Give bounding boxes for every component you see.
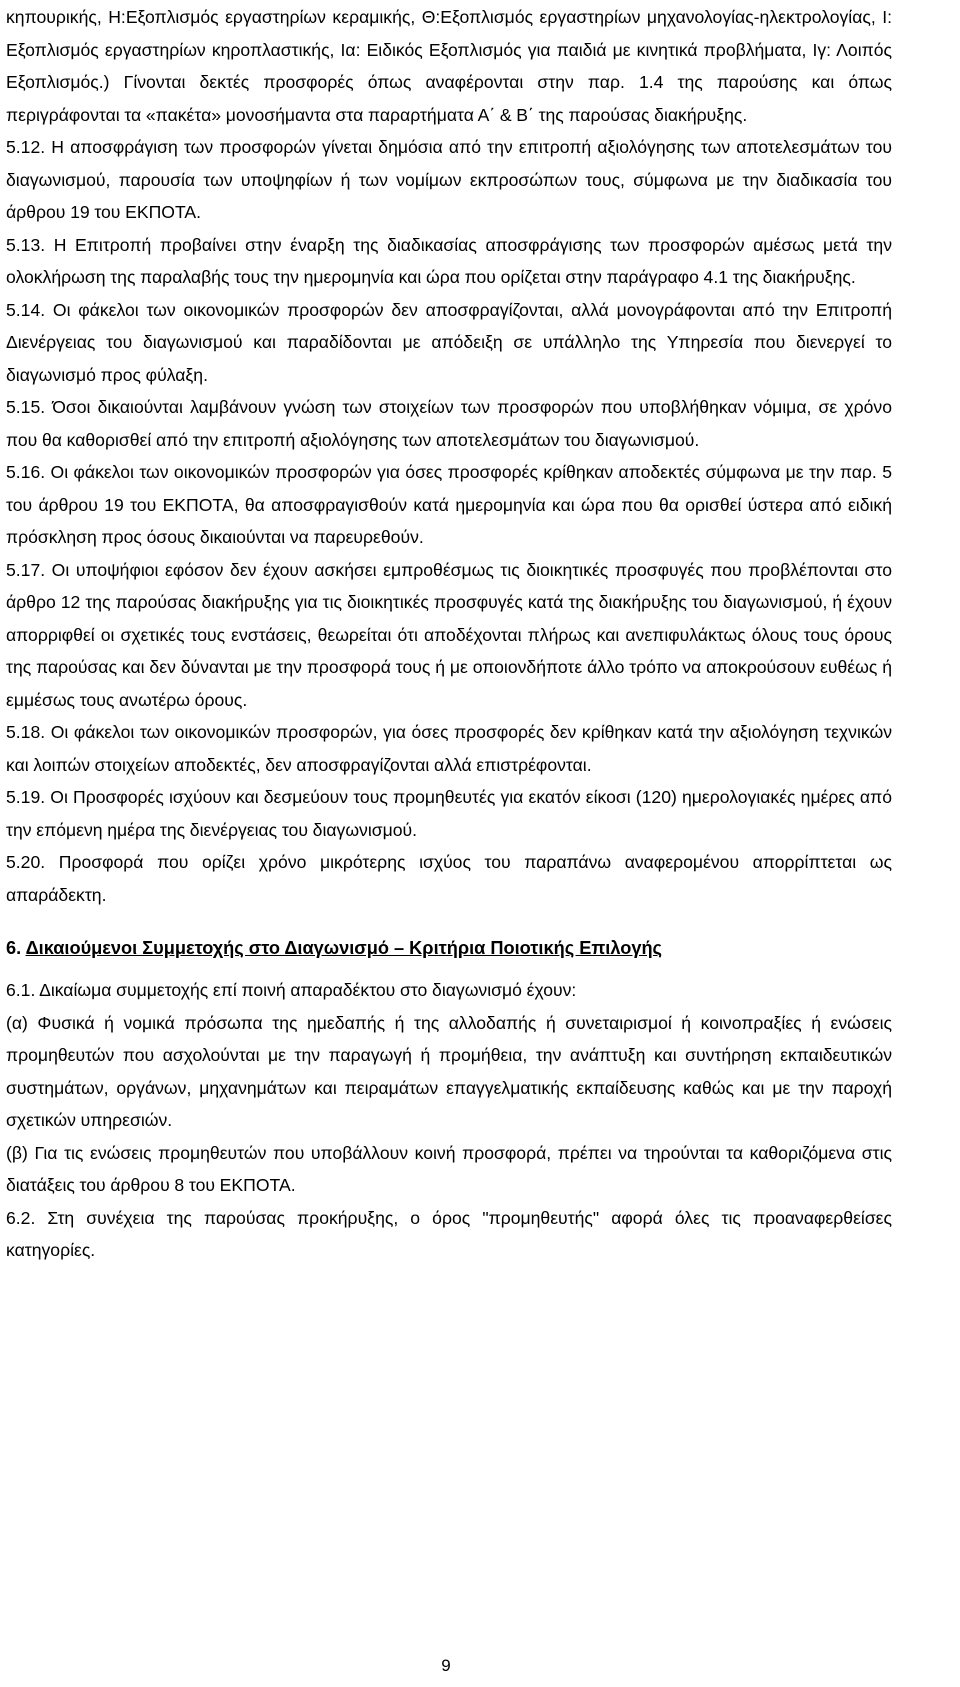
paragraph-5-20: 5.20. Προσφορά που ορίζει χρόνο μικρότερης ισχύος του παραπάνω αναφερομένου απορρίπτεται ως απαράδεκτη. bbox=[6, 852, 892, 905]
paragraph-6-2: 6.2. Στη συνέχεια της παρούσας προκήρυξης, ο όρος "προμηθευτής" αφορά όλες τις προαναφερθείσες κατηγορίες. bbox=[6, 1207, 892, 1260]
paragraph-6-1-a: (α) Φυσικά ή νομικά πρόσωπα της ημεδαπής ή της αλλοδαπής ή συνεταιρισμοί ή κοινοπραξίες ή ενώσεις προμηθευτών που ασχολούνται με την παραγωγή ή προμήθεια, την ανάπτυξη και συντήρηση εκπαιδευτικών συστημάτων, οργάνων, μηχανημάτων και πειραμάτων επαγγελματικής εκπαίδευσης καθώς και με την παροχή σχετικών υπηρεσιών. bbox=[6, 1012, 892, 1130]
section-heading-number: 6. bbox=[6, 938, 22, 958]
paragraph-6-1: 6.1. Δικαίωμα συμμετοχής επί ποινή απαραδέκτου στο διαγωνισμό έχουν: bbox=[6, 980, 577, 1000]
section-heading-title: Δικαιούμενοι Συμμετοχής στο Διαγωνισμό – Κριτήρια Ποιοτικής Επιλογής bbox=[25, 938, 663, 958]
paragraph-5-18: 5.18. Οι φάκελοι των οικονομικών προσφορών, για όσες προσφορές δεν κρίθηκαν κατά την αξιολόγηση τεχνικών και λοιπών στοιχείων αποδεκτές, δεν αποσφραγίζονται αλλά επιστρέφονται. bbox=[6, 722, 892, 775]
paragraph-5-13: 5.13. Η Επιτροπή προβαίνει στην έναρξη της διαδικασίας αποσφράγισης των προσφορών αμέσως μετά την ολοκλήρωση της παραλαβής τους την ημερομηνία και ώρα που ορίζεται στην παράγραφο 4.1 της διακήρυξης. bbox=[6, 234, 892, 287]
page-number: 9 bbox=[441, 1656, 451, 1675]
paragraph-5-17: 5.17. Οι υποψήφιοι εφόσον δεν έχουν ασκήσει εμπροθέσμως τις διοικητικές προσφυγές που προβλέπονται στο άρθρο 12 της παρούσας διακήρυξης για τις διοικητικές προσφυγές κατά της διακήρυξης του διαγωνισμού, ή έχουν απορριφθεί οι σχετικές τους ενστάσεις, θεωρείται ότι αποδέχονται πλήρως και ανεπιφυλάκτως όλους τους όρους της παρούσας και δεν δύνανται με την προσφορά τους ή με οποιονδήποτε άλλο τρόπο να αποκρούσουν ευθέως ή εμμέσως τους ανωτέρω όρους. bbox=[6, 559, 892, 710]
section-spacer bbox=[6, 911, 892, 935]
paragraph-5-15: 5.15. Όσοι δικαιούνται λαμβάνουν γνώση των στοιχείων των προσφορών που υποβλήθηκαν νόμιμα, σε χρόνο που θα καθορισθεί από την επιτροπή αξιολόγησης των αποτελεσμάτων του διαγωνισμού. bbox=[6, 397, 892, 450]
paragraph-5-16: 5.16. Οι φάκελοι των οικονομικών προσφορών για όσες προσφορές κρίθηκαν αποδεκτές σύμφωνα με την παρ. 5 του άρθρου 19 του ΕΚΠΟΤΑ, θα αποσφραγισθούν κατά ημερομηνία και ώρα που θα ορισθεί ύστερα από ειδική πρόσκληση προς όσους δικαιούνται να παρευρεθούν. bbox=[6, 462, 892, 547]
document-page bbox=[6, 0, 892, 1267]
paragraph-continuation: κηπουρικής, Η:Εξοπλισμός εργαστηρίων κεραμικής, Θ:Εξοπλισμός εργαστηρίων μηχανολογίας-ηλεκτρολογίας, Ι: Εξοπλισμός εργαστηρίων κηροπλαστικής, Ια: Ειδικός Εξοπλισμός για παιδιά με κινητικά προβλήματα, Ιγ: Λοιπός Εξοπλισμός.) Γίνονται δεκτές προσφορές όπως αναφέρονται στην παρ. 1.4 της παρούσης και όπως περιγράφονται τα «πακέτα» μονοσήμαντα στα παραρτήματα Α΄ & Β΄ της παρούσας διακήρυξης. bbox=[6, 7, 892, 125]
paragraph-5-14: 5.14. Οι φάκελοι των οικονομικών προσφορών δεν αποσφραγίζονται, αλλά μονογράφονται από την Επιτροπή Διενέργειας του διαγωνισμού και παραδίδονται με απόδειξη σε υπάλληλο της Υπηρεσία που διενεργεί το διαγωνισμό προς φύλαξη. bbox=[6, 299, 892, 385]
paragraph-5-12: 5.12. Η αποσφράγιση των προσφορών γίνεται δημόσια από την επιτροπή αξιολόγησης των αποτελεσμάτων του διαγωνισμού, παρουσία των υποψηφίων ή των νομίμων εκπροσώπων τους, σύμφωνα με την διαδικασία του άρθρου 19 του ΕΚΠΟΤΑ. bbox=[6, 137, 892, 222]
paragraph-6-1-b: (β) Για τις ενώσεις προμηθευτών που υποβάλλουν κοινή προσφορά, πρέπει να τηρούνται τα καθοριζόμενα στις διατάξεις του άρθρου 8 του ΕΚΠΟΤΑ. bbox=[6, 1142, 892, 1195]
section-heading bbox=[6, 935, 892, 961]
paragraph-5-19: 5.19. Οι Προσφορές ισχύουν και δεσμεύουν τους προμηθευτές για εκατόν είκοσι (120) ημερολογιακές ημέρες από την επόμενη ημέρα της διενέργειας του διαγωνισμού. bbox=[6, 787, 892, 840]
